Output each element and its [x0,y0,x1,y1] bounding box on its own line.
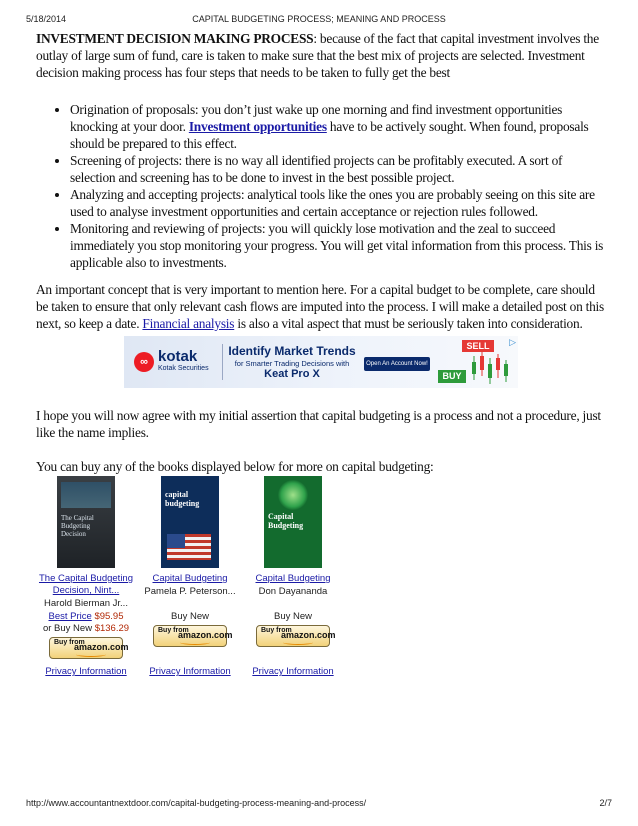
steps-list [36,101,604,271]
book-author: Pamela P. Peterson... [144,586,236,597]
book-title-link[interactable]: Capital Budgeting [255,573,331,584]
print-page-title: CAPITAL BUDGETING PROCESS; MEANING AND PROCESS [192,14,446,24]
print-date: 5/18/2014 [26,14,67,24]
buy-from-amazon-button[interactable] [256,625,336,647]
concept-text: An important concept that is very important to mention here. For a capital budget to be complete, care should be taken to ensure that only relevant cash flows are imputed into the process. I will make a detailed post on this next, so keep a date. [36,282,604,331]
amazon-logo: amazon.com [178,630,233,640]
best-price-link[interactable]: Best Price [48,611,92,622]
book-cover[interactable] [161,476,219,568]
buy-new-label: Buy New [273,611,312,622]
cover-title: capital budgeting [165,490,200,508]
candlestick-chart-icon [470,350,514,386]
kotak-logo [134,348,216,376]
print-footer [26,798,612,810]
page-url: http://www.accountantnextdoor.com/capital-budgeting-process-meaning-and-process/ [26,798,367,808]
intro-paragraph [36,30,604,81]
concept-text: is also a vital aspect that must be seriously taken into consideration. [234,316,583,331]
buy-from-label: Buy from [54,639,85,646]
page-number: 2/7 [599,798,612,808]
book-author: Don Dayananda [258,586,328,597]
ad-choices-icon[interactable]: ▷ [509,337,516,347]
conclusion-paragraph: I hope you will now agree with my initial assertion that capital budgeting is a process and not a procedure, just like the name implies. [36,408,601,440]
intro-text: : because of the fact that capital investment involves the outlay of large sum of fund, care is taken to make sure that the best mix of projects are selected. Investment decision making process has four steps that needs to be taken to fully get the best [36,31,599,80]
privacy-information-link[interactable]: Privacy Information [252,666,334,677]
open-account-button[interactable]: Open An Account Now! [364,357,430,371]
list-item: • Analyzing and accepting projects: analytical tools like the ones you are probably seeing on this site are used to analyse investment opportunities and certain acceptance or rejection rules followed. [70,186,604,220]
cover-title: Capital Budgeting [268,512,304,530]
buy-from-label: Buy from [158,627,189,634]
cover-art [61,482,111,508]
list-item: • Screening of projects: there is no way all identified projects can be profitably executed. A sort of selection and screening has to be done to invest in the best possible project. [70,152,604,186]
advertisement-banner[interactable] [124,336,518,388]
buy-from-label: Buy from [261,627,292,634]
list-item [70,101,604,152]
book-card [36,476,136,677]
book-widget [36,476,346,677]
amazon-smile-icon [76,652,106,657]
concept-paragraph [36,281,604,332]
buy-badge: BUY [438,370,466,383]
cover-title: The Capital Budgeting Decision [61,514,94,538]
book-card [243,476,343,677]
buy-new-label: Buy New [170,611,209,622]
best-price [36,611,136,623]
print-header [26,14,612,26]
cover-art [278,480,308,510]
books-intro-paragraph: You can buy any of the books displayed below for more on capital budgeting: [36,459,434,474]
book-author: Harold Bierman Jr... [44,598,128,609]
buy-new-price [36,623,136,635]
article-body [36,30,604,332]
amazon-smile-icon [180,640,210,645]
buy-from-amazon-button[interactable] [49,637,129,659]
sell-badge: SELL [462,340,494,352]
amazon-smile-icon [283,640,313,645]
ad-brand: kotak [158,348,198,365]
book-cover[interactable] [264,476,322,568]
privacy-information-link[interactable]: Privacy Information [149,666,231,677]
ad-brand-sub: Kotak Securities [158,365,209,372]
financial-analysis-link[interactable]: Financial analysis [142,316,235,331]
buy-new-value: $136.29 [94,623,130,634]
amazon-logo: amazon.com [74,642,129,652]
list-item-text: Origination of proposals: you don’t just wake up one morning and find investment opportunities knocking at your door. [70,102,563,134]
amazon-logo: amazon.com [281,630,336,640]
buy-new-label: or Buy New [42,623,93,634]
book-title-link[interactable]: Capital Budgeting [152,573,228,584]
book-title-link[interactable]: The Capital Budgeting Decision, Nint... [38,573,133,596]
list-item-text: have to be actively sought. When found, proposals should be prepared to this effect. [70,119,589,151]
privacy-information-link[interactable]: Privacy Information [45,666,127,677]
book-cover[interactable] [57,476,115,568]
intro-lead: INVESTMENT DECISION MAKING PROCESS [36,31,314,46]
kotak-logo-icon: ∞ [134,352,154,372]
ad-product: Keat Pro X [264,368,320,380]
list-item: • Monitoring and reviewing of projects: you will quickly lose motivation and the zeal to succeed immediately you stop monitoring your progress. You will get vital information from this process. This is applicable also to investments. [70,220,604,271]
ad-headline: Identify Market Trends [228,344,356,358]
buy-from-amazon-button[interactable] [153,625,233,647]
flag-image [167,534,211,560]
book-card [140,476,240,677]
ad-subline: for Smarter Trading Decisions with [234,359,350,368]
investment-opportunities-link[interactable]: Investment opportunities [188,119,327,134]
best-price-value: $95.95 [94,611,124,622]
